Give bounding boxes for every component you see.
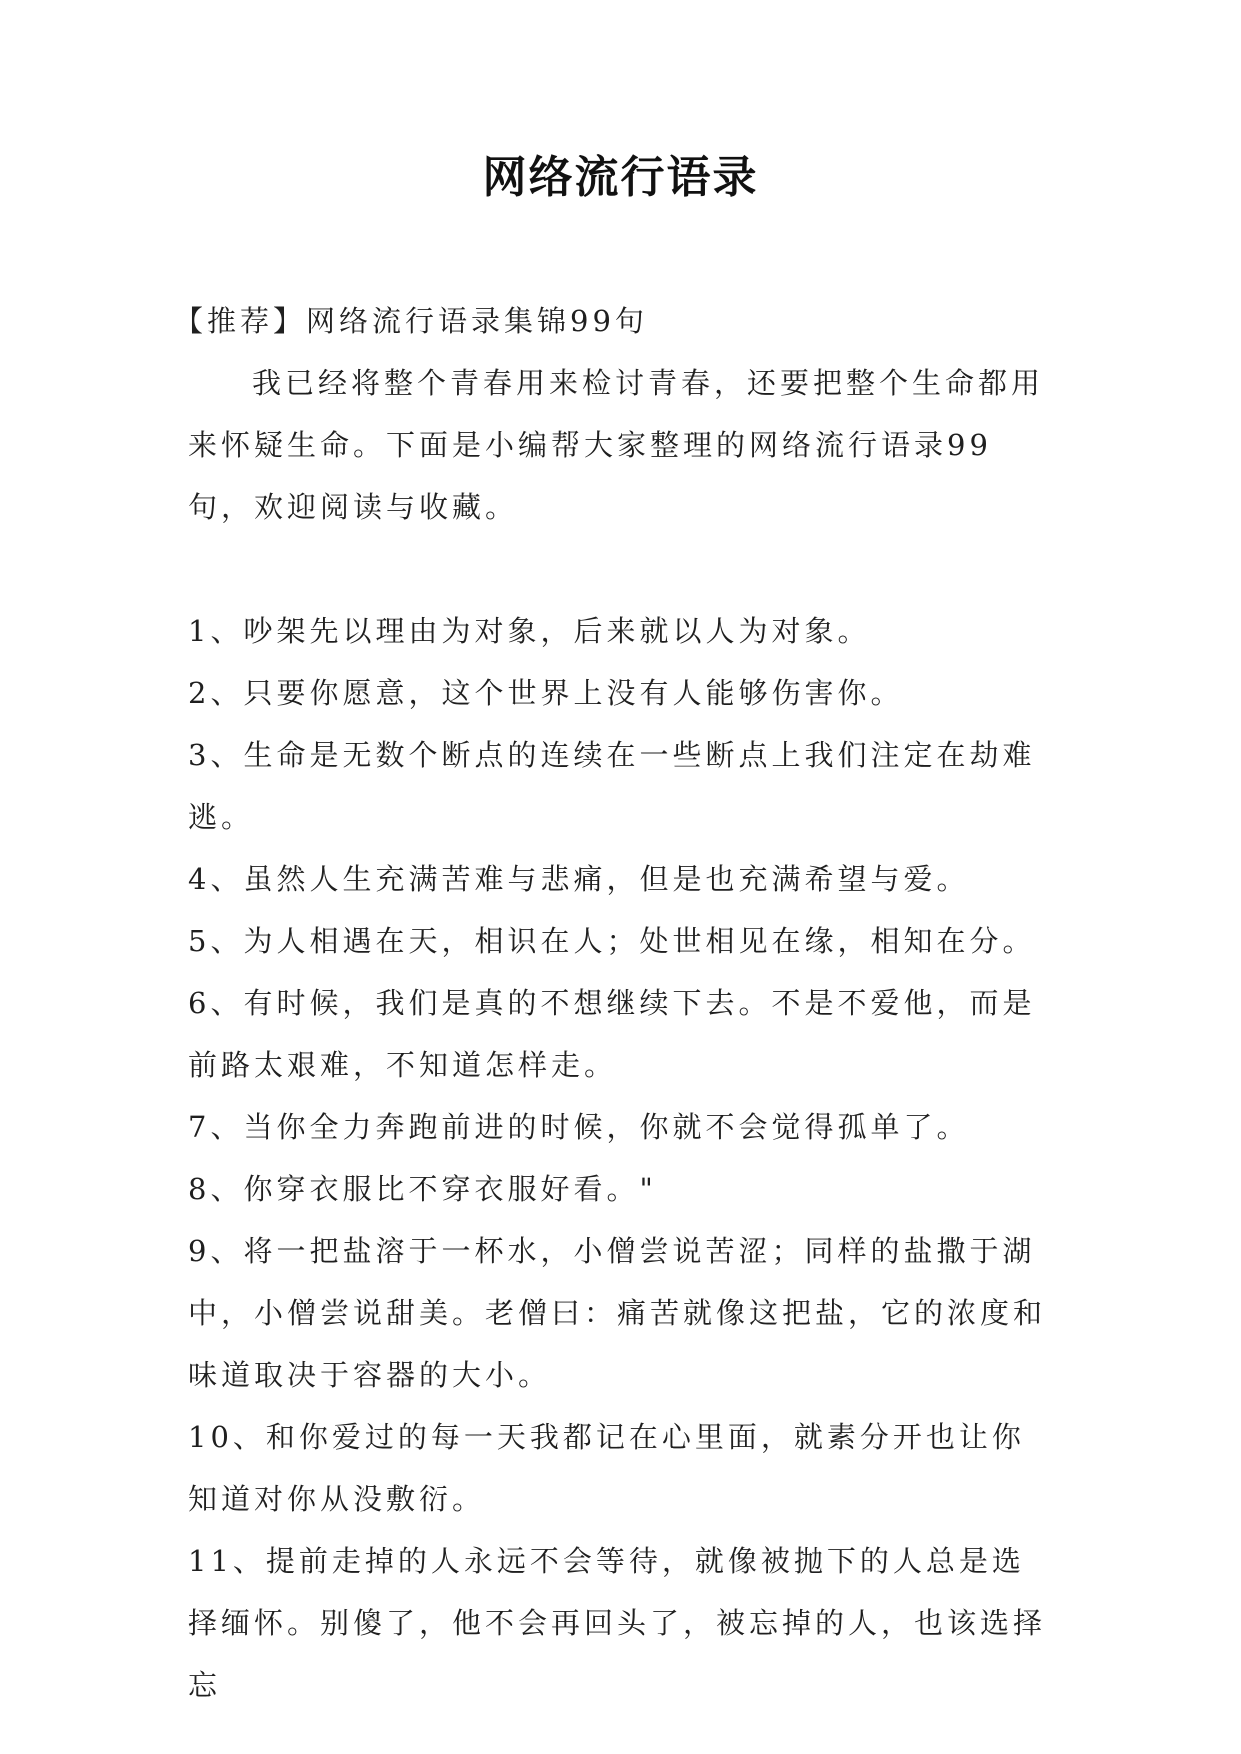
paragraph-spacer	[188, 538, 1056, 600]
quote-item-7: 7、当你全力奔跑前进的时候，你就不会觉得孤单了。	[188, 1110, 970, 1144]
quote-item-5: 5、为人相遇在天，相识在人；处世相见在缘，相知在分。	[188, 924, 1036, 958]
quote-item-2: 2、只要你愿意，这个世界上没有人能够伤害你。	[188, 676, 904, 710]
quote-item-4: 4、虽然人生充满苦难与悲痛，但是也充满希望与爱。	[188, 862, 970, 896]
quote-item-11: 11、提前走掉的人永远不会等待，就像被抛下的人总是选择缅怀。别傻了，他不会再回头了，被忘掉的人，也该选择忘	[188, 1544, 1047, 1702]
quote-item-8: 8、你穿衣服比不穿衣服好看。"	[188, 1172, 657, 1206]
quote-item-1: 1、吵架先以理由为对象，后来就以人为对象。	[188, 614, 871, 648]
recommend-line: 【推荐】网络流行语录集锦99句	[174, 304, 648, 338]
quote-item-6: 6、有时候，我们是真的不想继续下去。不是不爱他，而是前路太艰难，不知道怎样走。	[188, 986, 1036, 1082]
quote-item-9: 9、将一把盐溶于一杯水，小僧尝说苦涩；同样的盐撒于湖中，小僧尝说甜美。老僧曰：痛苦就像这把盐，它的浓度和味道取决于容器的大小。	[188, 1234, 1047, 1392]
quote-item-10: 10、和你爱过的每一天我都记在心里面，就素分开也让你知道对你从没敷衍。	[188, 1420, 1025, 1516]
intro-paragraph: 我已经将整个青春用来检讨青春，还要把整个生命都用来怀疑生命。下面是小编帮大家整理的网络流行语录99句，欢迎阅读与收藏。	[188, 366, 1045, 524]
document-body	[174, 290, 1056, 1716]
document-title: 网络流行语录	[482, 152, 759, 203]
quote-item-3: 3、生命是无数个断点的连续在一些断点上我们注定在劫难逃。	[188, 738, 1036, 834]
